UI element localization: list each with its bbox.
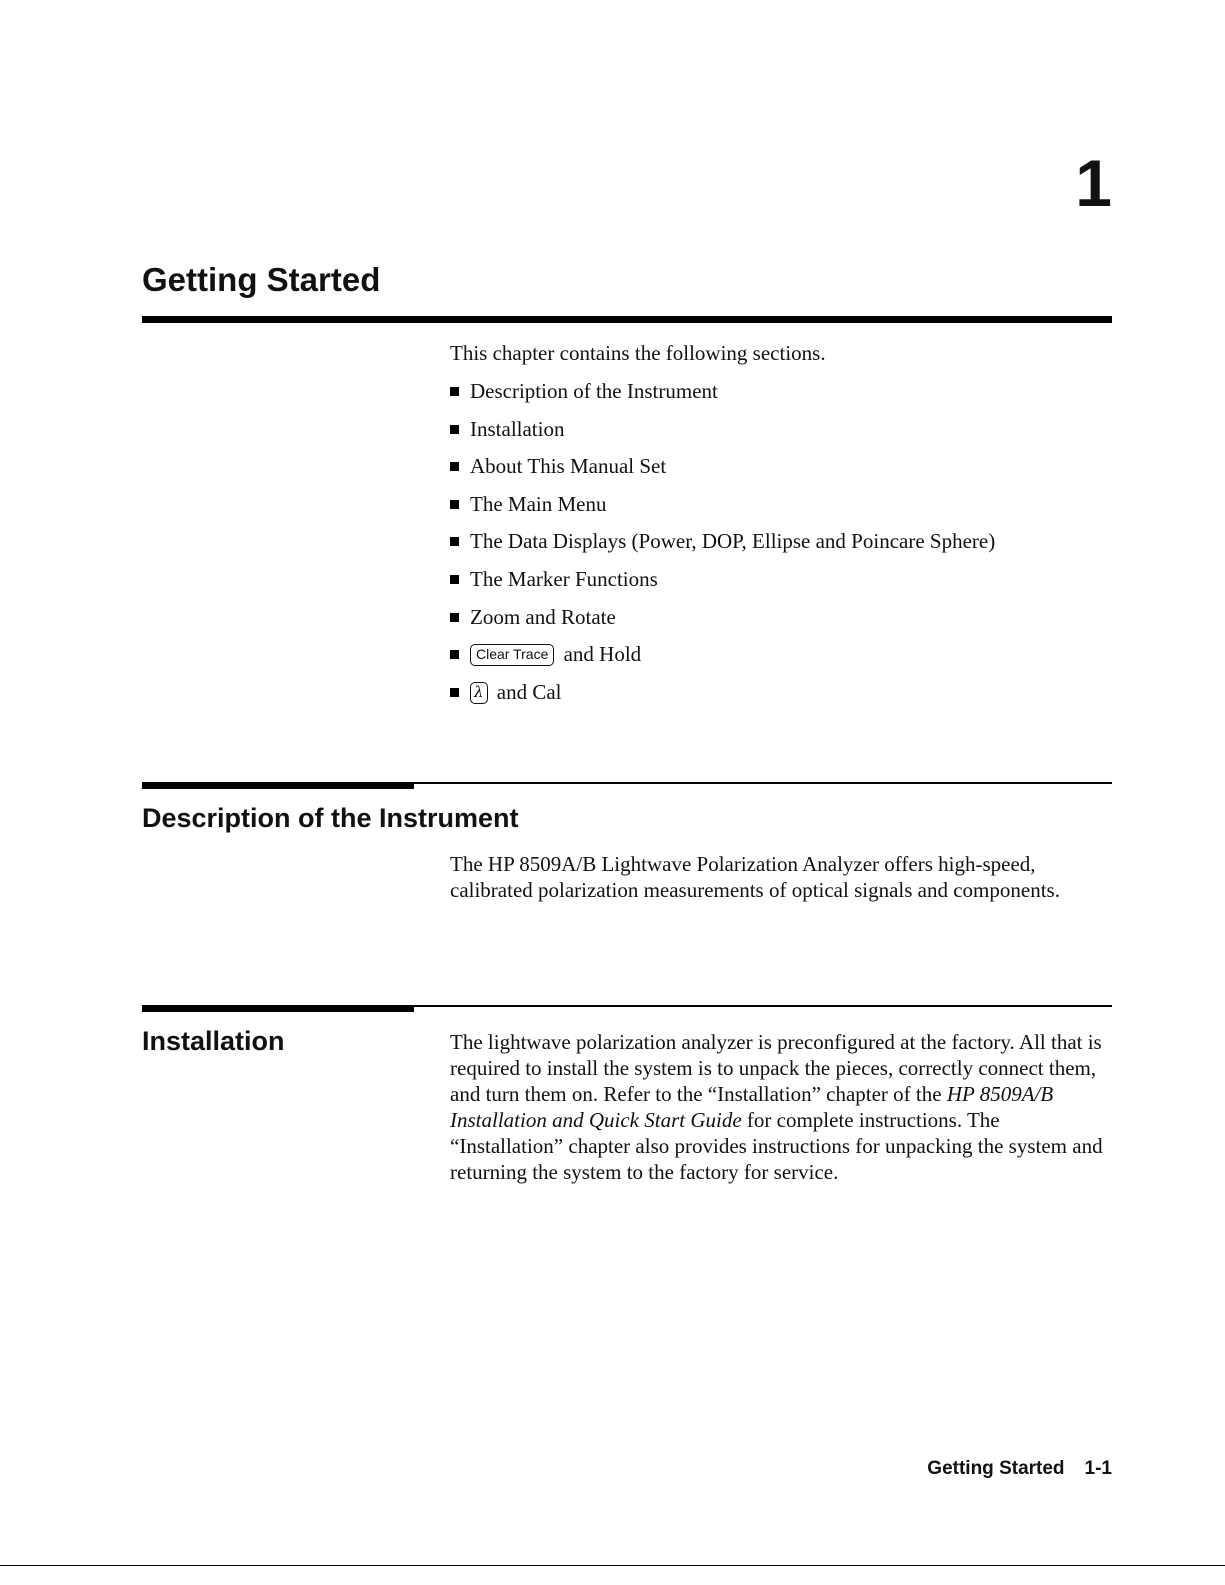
bullet-icon: [450, 462, 459, 471]
list-item-label: The Marker Functions: [470, 566, 658, 591]
list-item: [450, 491, 1110, 529]
list-item-label: The Main Menu: [470, 491, 607, 516]
bullet-icon: [450, 650, 459, 659]
bullet-icon: [450, 500, 459, 509]
list-item: [450, 641, 1110, 679]
page-number: 1-1: [1084, 1458, 1112, 1479]
bullet-icon: [450, 537, 459, 546]
chapter-number: 1: [1075, 146, 1112, 220]
list-item-label: Zoom and Rotate: [470, 604, 616, 629]
section-rule-accent: [142, 782, 414, 789]
list-item-label: About This Manual Set: [470, 454, 667, 479]
chapter-intro: [450, 340, 1110, 716]
list-item-label: and Hold: [563, 642, 642, 667]
list-item-label: Description of the Instrument: [470, 379, 718, 403]
list-item: [450, 679, 1110, 717]
bullet-icon: [450, 575, 459, 584]
list-item: [450, 416, 1110, 454]
section-list: [450, 378, 1110, 716]
section-body-installation: [450, 1029, 1115, 1185]
list-item: [450, 378, 1110, 416]
installation-text-part2: for complete instructions. The “Installation” chapter also provides instructions for unpacking the system and returning the system to the factory for service.: [450, 1108, 1103, 1184]
page-footer: [927, 1458, 1112, 1480]
guide-title: HP 8509A/B Installation and Quick Start Guide: [450, 1082, 1054, 1132]
bullet-icon: [450, 613, 459, 622]
list-item: [450, 453, 1110, 491]
bullet-icon: [450, 688, 459, 697]
page-bottom-rule: [0, 1565, 1225, 1566]
bullet-icon: [450, 425, 459, 434]
section-heading-installation: Installation: [142, 1026, 285, 1056]
installation-text-part1: The lightwave polarization analyzer is preconfigured at the factory. All that is required to install the system is to unpack the pieces, correctly connect them, and turn them on. Refer to the “Installation” chapter of the: [450, 1030, 1102, 1106]
list-item: [450, 528, 1110, 566]
clear-trace-key: Clear Trace: [470, 644, 554, 666]
list-item: [450, 566, 1110, 604]
chapter-title-rule: [142, 316, 1112, 323]
lambda-key: λ: [470, 682, 488, 704]
footer-title: Getting Started: [927, 1458, 1065, 1479]
section-body-description: The HP 8509A/B Lightwave Polarization Analyzer offers high-speed, calibrated polarization measurements of optical signals and components.: [450, 852, 1060, 902]
bullet-icon: [450, 387, 459, 396]
intro-lead: This chapter contains the following sections.: [450, 341, 826, 365]
list-item-label: and Cal: [496, 679, 562, 704]
list-item-label: Installation: [470, 416, 565, 441]
section-heading-description: Description of the Instrument: [142, 803, 519, 833]
list-item-label: The Data Displays (Power, DOP, Ellipse and Poincare Sphere): [470, 529, 996, 554]
chapter-title: Getting Started: [142, 261, 381, 298]
section-rule-accent: [142, 1005, 414, 1012]
list-item: [450, 604, 1110, 642]
